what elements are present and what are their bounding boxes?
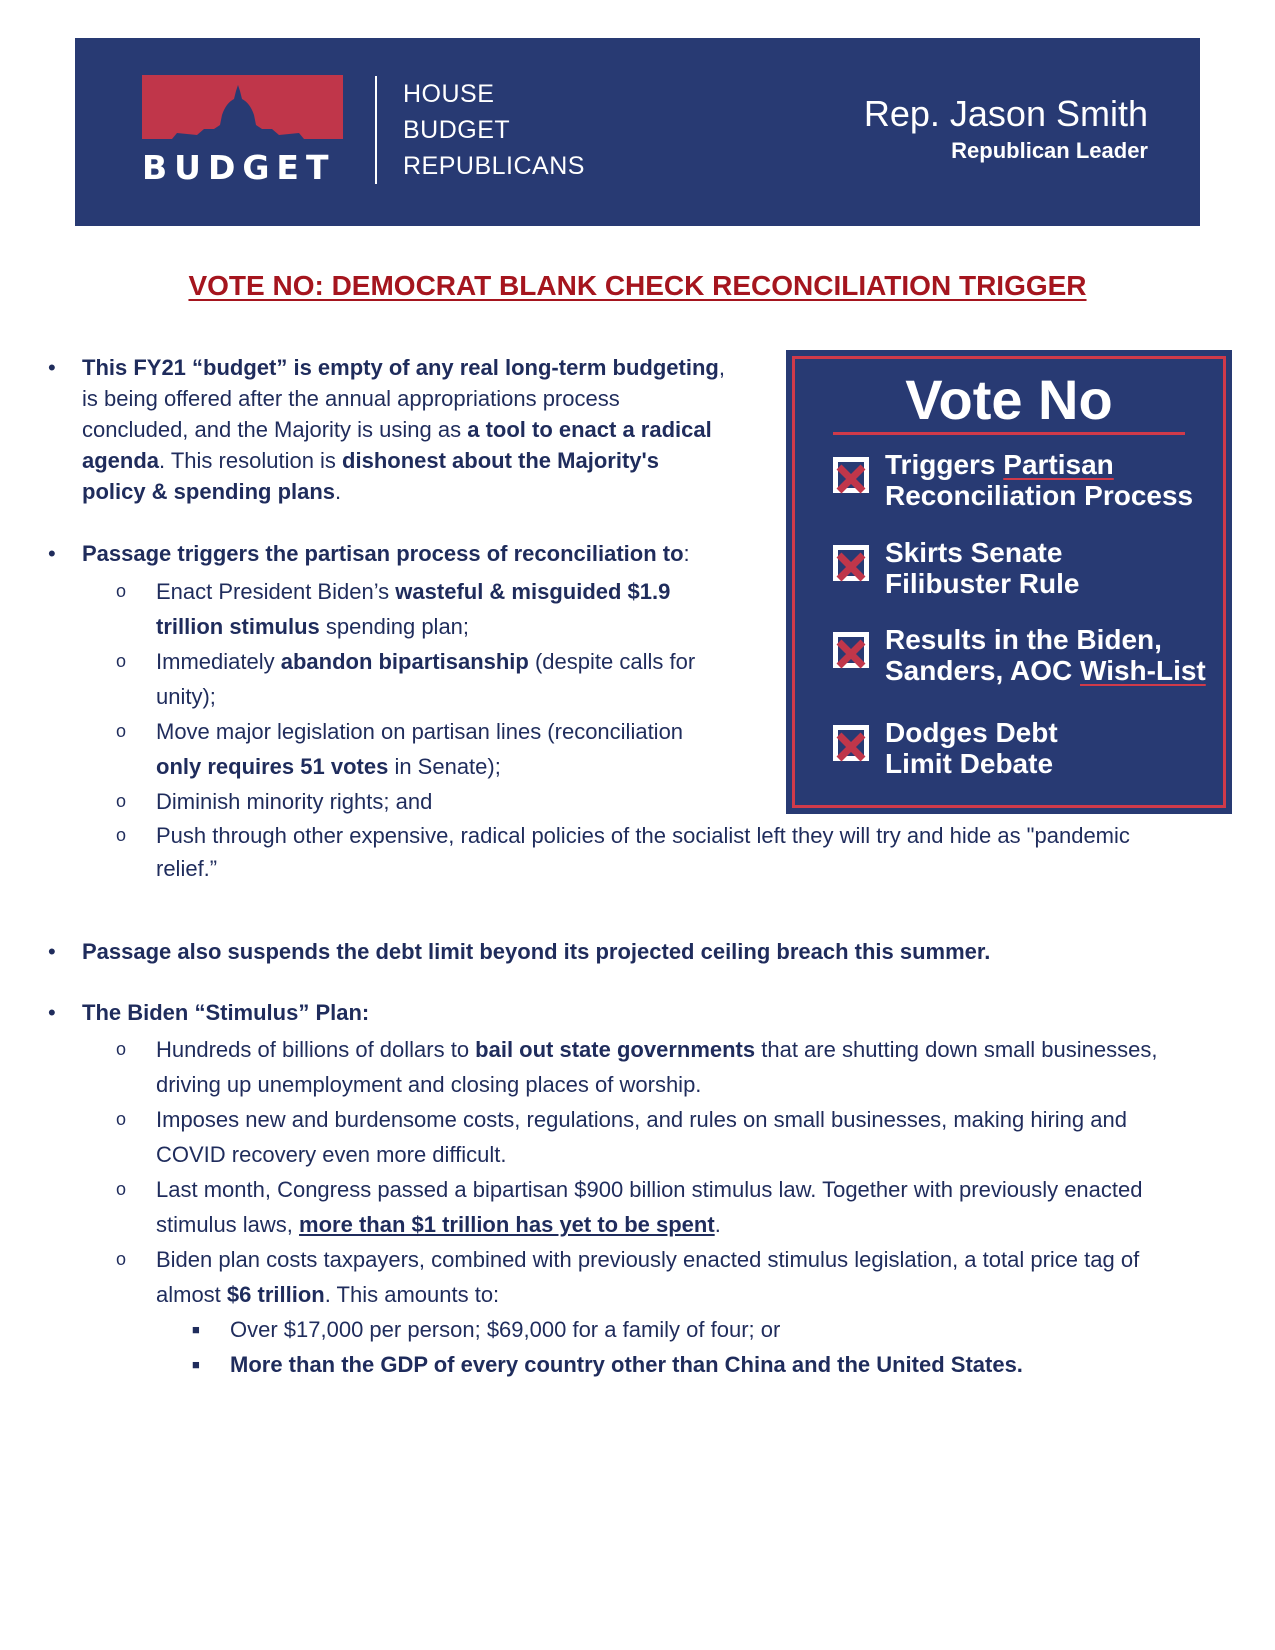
x-checkbox-icon xyxy=(833,632,869,668)
bullet-paragraph: Passage also suspends the debt limit beyond its projected ceiling breach this summer. xyxy=(82,939,991,964)
budget-logo xyxy=(142,75,343,147)
bullet-paragraph: This FY21 “budget” is empty of any real long-term budgeting, is being offered after the annual appropriations process concluded, and the Majority is using as a tool to enact a radical agenda. This resolution is dishonest about the Majority's policy & spending plans. xyxy=(82,355,725,504)
x-checkbox-icon xyxy=(833,725,869,761)
list-item: o Hundreds of billions of dollars to bail out state governments that are shutting down small businesses, driving up unemployment and closing places of worship. xyxy=(116,1037,1158,1097)
org-name xyxy=(403,76,585,184)
bullet-icon: • xyxy=(48,541,56,566)
x-checkbox-icon xyxy=(833,457,869,493)
list-item: o Diminish minority rights; and xyxy=(116,789,433,814)
list-item: o Immediately abandon bipartisanship (despite calls for unity); xyxy=(116,649,696,709)
logo-text: BUDGET xyxy=(142,148,336,187)
rep-block xyxy=(864,92,1148,166)
x-checkbox-icon xyxy=(833,545,869,581)
bullet-icon: • xyxy=(48,939,56,964)
divider xyxy=(833,432,1185,435)
capitol-dome-icon xyxy=(142,75,343,147)
list-item: o Last month, Congress passed a bipartisan $900 billion stimulus law. Together with previously enacted stimulus laws, more than $1 trillion has yet to be spent. xyxy=(116,1177,1143,1237)
header-banner xyxy=(75,38,1200,226)
org-line: HOUSE xyxy=(403,80,495,108)
list-item: ■ More than the GDP of every country other than China and the United States. xyxy=(192,1352,1023,1377)
bullet-heading: The Biden “Stimulus” Plan: xyxy=(82,1000,370,1025)
page-title: VOTE NO: DEMOCRAT BLANK CHECK RECONCILIATION TRIGGER xyxy=(188,270,1087,301)
rep-name: Rep. Jason Smith xyxy=(863,93,1148,134)
list-item: o Biden plan costs taxpayers, combined with previously enacted stimulus legislation, a total price tag of almost $6 trillion. This amounts to: xyxy=(116,1247,1140,1307)
list-item: o Imposes new and burdensome costs, regulations, and rules on small businesses, making hiring and COVID recovery even more difficult. xyxy=(116,1107,1127,1167)
divider xyxy=(375,76,377,184)
bullet-icon: • xyxy=(48,1000,56,1025)
org-line: BUDGET xyxy=(403,116,511,144)
rep-title: Republican Leader xyxy=(951,138,1148,163)
list-item: o Move major legislation on partisan lines (reconciliation only requires 51 votes in Senate); xyxy=(116,719,684,779)
vote-no-box: Vote No Triggers Partisan Reconciliation Process Skirts Senate Filibuster Rule Results in the Biden, Sanders, AOC Wish-List Dodges Debt Limit Debate xyxy=(786,350,1232,814)
vote-no-heading: Vote No xyxy=(905,368,1113,431)
list-item: o Push through other expensive, radical policies of the socialist left they will try and hide as "pandemic relief.” xyxy=(116,823,1130,881)
sub-list xyxy=(82,574,782,819)
org-line: REPUBLICANS xyxy=(403,152,585,180)
bullet-icon: • xyxy=(48,355,56,380)
bullet-heading: Passage triggers the partisan process of reconciliation to: xyxy=(82,541,690,566)
list-item: ■ Over $17,000 per person; $69,000 for a family of four; or xyxy=(192,1317,781,1342)
sub-list xyxy=(82,1032,1252,1382)
list-item: o Enact President Biden’s wasteful & misguided $1.9 trillion stimulus spending plan; xyxy=(116,579,671,639)
